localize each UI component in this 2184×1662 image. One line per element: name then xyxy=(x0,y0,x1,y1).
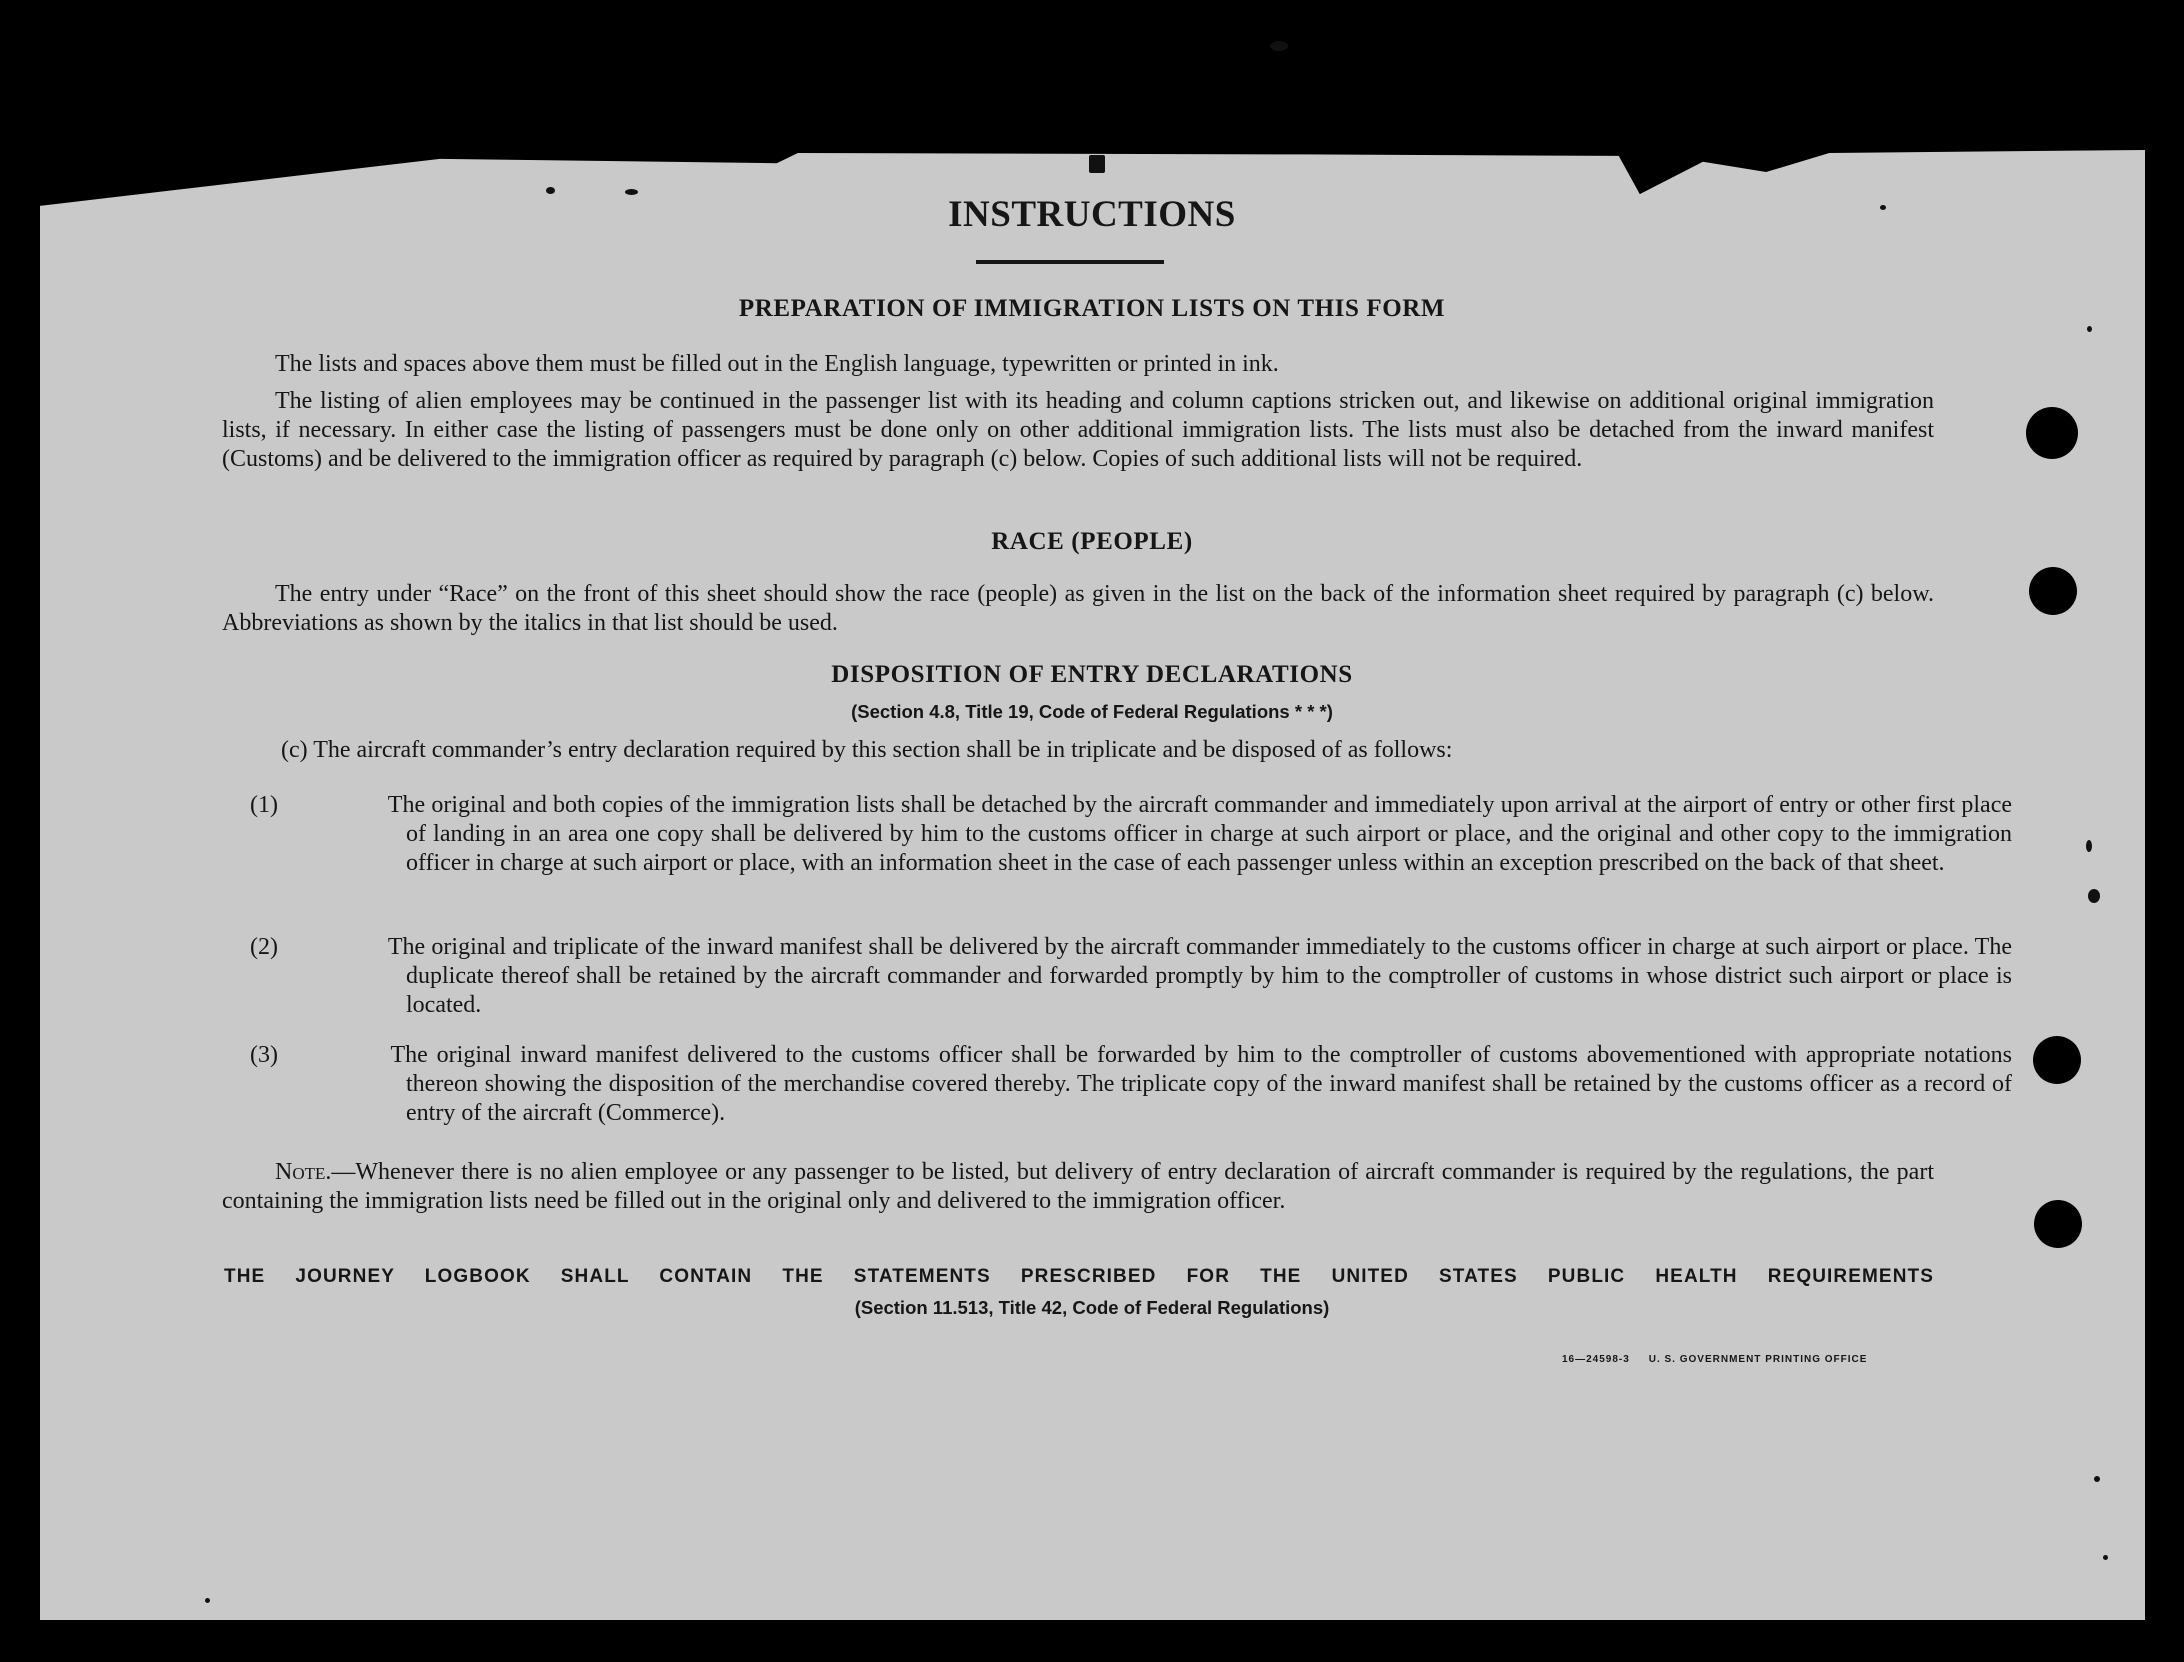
punch-hole xyxy=(2033,1036,2081,1084)
clause-c-text: The aircraft commander’s entry declaration required by this section shall be in triplicate and be disposed of as follows: xyxy=(313,737,1453,763)
note-label: Note. xyxy=(275,1159,332,1185)
note-text: —Whenever there is no alien employee or any passenger to be listed, but delivery of entry declaration of aircraft commander is required by the regulations, the part containing the immigration lists need be filled out in the original only and delivered to the immigration officer. xyxy=(222,1159,1934,1214)
paper-speck xyxy=(205,1598,210,1603)
paper-speck xyxy=(2087,326,2092,332)
paper-speck xyxy=(2103,1555,2108,1560)
section-heading-preparation: PREPARATION OF IMMIGRATION LISTS ON THIS FORM xyxy=(738,295,1446,322)
note-paragraph xyxy=(222,1158,1934,1216)
paragraph-alien-employees: The listing of alien employees may be continued in the passenger list with its heading and column captions stricken out, and likewise on additional original immigration lists, if necessary. In either case the listing of passengers must be done only on other additional immigration lists. The lists must also be detached from the inward manifest (Customs) and be delivered to the immigration officer as required by paragraph (c) below. Copies of such additional lists will not be required. xyxy=(222,388,1934,472)
list-item-text: The original inward manifest delivered to the customs officer shall be forwarded by him to the comptroller of customs abovementioned with appropriate notations thereon showing the disposition of the merchandise covered thereby. The triplicate copy of the inward manifest shall be retained by the customs officer as a record of entry of the aircraft (Commerce). xyxy=(390,1042,2012,1126)
paper-speck xyxy=(2086,840,2092,852)
list-item xyxy=(250,791,2013,878)
list-item-number: (3) xyxy=(250,1042,278,1068)
list-item-number: (1) xyxy=(250,792,278,818)
title-underline xyxy=(976,260,1164,264)
section-heading-disposition: DISPOSITION OF ENTRY DECLARATIONS xyxy=(831,661,1353,688)
section-subheading-citation: (Section 4.8, Title 19, Code of Federal Regulations * * *) xyxy=(851,701,1333,722)
page-title: INSTRUCTIONS xyxy=(948,194,1236,235)
list-item xyxy=(250,933,2012,1020)
list-item-number: (2) xyxy=(250,934,278,960)
punch-hole xyxy=(2034,1200,2082,1248)
punch-hole xyxy=(2029,567,2077,615)
printer-code: 16—24598-3 xyxy=(1562,1354,1630,1365)
printer-office: U. S. GOVERNMENT PRINTING OFFICE xyxy=(1648,1354,1868,1365)
list-item-text: The original and triplicate of the inward manifest shall be delivered by the aircraft commander immediately to the customs officer in charge at such airport or place. The duplicate thereof shall be retained by the aircraft commander and forwarded promptly by him to the comptroller of customs in whose district such airport or place is located. xyxy=(387,934,2012,1018)
paper-speck xyxy=(1270,41,1288,51)
paragraph-race: The entry under “Race” on the front of this sheet should show the race (people) as given in the list on the back of the information sheet required by paragraph (c) below. Abbreviations as shown by the italics in that list should be used. xyxy=(222,581,1934,636)
clause-c xyxy=(281,736,1941,765)
paragraph-language: The lists and spaces above them must be filled out in the English language, typewritten or printed in ink. xyxy=(275,351,1279,377)
logbook-statement: THE JOURNEY LOGBOOK SHALL CONTAIN THE STATEMENTS PRESCRIBED FOR THE UNITED STATES PUBLIC HEALTH REQUIREMENTS xyxy=(224,1266,1934,1287)
printer-imprint xyxy=(1562,1354,1867,1365)
paper-speck xyxy=(1089,155,1105,173)
list-item-text: The original and both copies of the immigration lists shall be detached by the aircraft commander and immediately upon arrival at the airport of entry or other first place of landing in an area one copy shall be delivered by him to the customs officer in charge at such airport or place, and the original and other copy to the immigration officer in charge at such airport or place, with an information sheet in the case of each passenger unless within an exception prescribed on the back of that sheet. xyxy=(387,792,2013,876)
paper-speck xyxy=(2088,889,2100,903)
list-item xyxy=(250,1041,2012,1128)
paper-speck xyxy=(2094,1476,2100,1482)
punch-hole xyxy=(2026,407,2078,459)
logbook-citation: (Section 11.513, Title 42, Code of Federal Regulations) xyxy=(854,1297,1330,1318)
clause-c-label: (c) xyxy=(281,737,308,763)
section-heading-race: RACE (PEOPLE) xyxy=(991,528,1193,555)
